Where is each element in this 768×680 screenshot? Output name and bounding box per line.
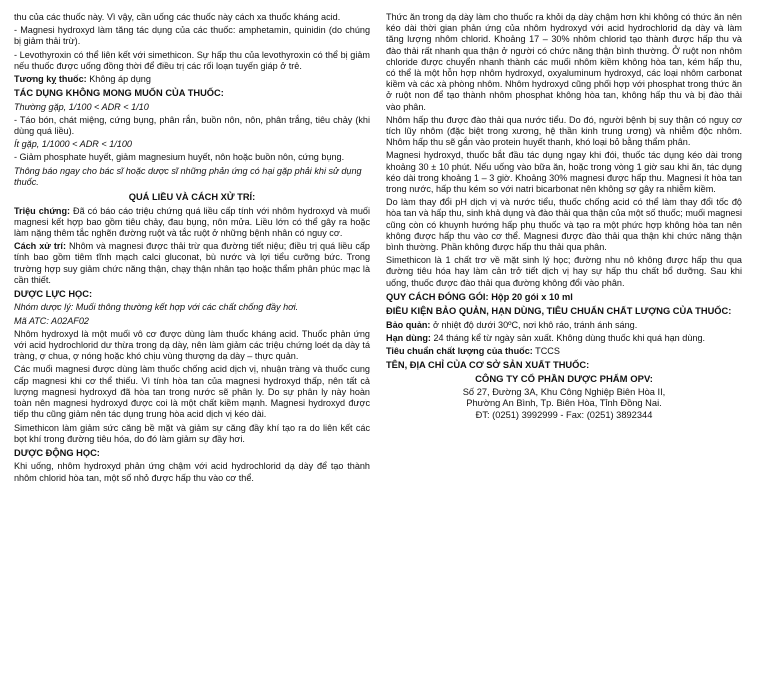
drug-incompatibility-value: Không áp dụng: [86, 74, 151, 85]
storage-line: [386, 320, 742, 331]
section-heading-overdose: QUÁ LIỀU VÀ CÁCH XỬ TRÍ:: [128, 192, 256, 203]
overdose-management: [14, 241, 370, 286]
bullet-item: - Magnesi hydroxyd làm tăng tác dụng của các thuốc: amphetamin, quinidin (do chúng bị giảm thải trừ).: [14, 25, 370, 47]
overdose-symptoms-value: Đã có báo cáo triệu chứng quá liều cấp tính với nhôm hydroxyd và muối magnesi kết hợp bao gồm tiêu chảy, đau bụng, nôn mửa. Liều lớn có thể gây ra hoặc làm nặng thêm tắc nghẽn đường ruột và tắc ruột ở những bệnh nhân có nguy cơ.: [14, 205, 371, 239]
manufacturer-address-line-1: Số 27, Đường 3A, Khu Công Nghiệp Biên Hòa II,: [462, 386, 666, 397]
manufacturer-name: CÔNG TY CỔ PHẦN DƯỢC PHẨM OPV:: [475, 373, 653, 385]
quality-standard-value: TCCS: [532, 346, 560, 357]
paragraph: thu của các thuốc này. Vì vậy, cần uống các thuốc này cách xa thuốc kháng acid.: [14, 12, 341, 22]
expiry-line: [386, 333, 742, 344]
paragraph: Các muối magnesi được dùng làm thuốc chống acid dịch vị, nhuận tràng và thuốc cung cấp magnesi khi cơ thể thiếu. Vì tính hòa tan của magnesi hydroxyd thấp, nên tất cả lượng magnesi hydroxyd đã hòa tan trong nước sẽ phân ly. Do sự phân ly này hoàn toàn nên magnesi hydroxyd được coi là một chất kiềm mạnh. Magnesi hydroxyd được tiếp thu cũng giảm nên tác dụng trung hòa acid dịch vị kéo dài.: [14, 364, 370, 420]
overdose-management-label: Cách xử trí:: [14, 241, 66, 252]
paragraph: Khi uống, nhôm hydroxyd phản ứng chậm với acid hydrochlorid dạ dày để tạo thành nhôm chlorid hòa tan, một số nhỏ được hấp thu vào cơ thể.: [14, 461, 370, 483]
paragraph: Thức ăn trong dạ dày làm cho thuốc ra khỏi dạ dày chậm hơn khi không có thức ăn nên kéo dài thời gian phản ứng của nhôm hydroxyd với acid hydrochlorid dạ dày và làm tăng lượng nhôm chlorid. Khoảng 17 – 30% nhôm chlorid tạo thành được hấp thu và đào thải rất nhanh qua thận ở người có chức năng thận bình thường. Ở ruột non nhôm chloride được chuyển nhanh thành các muối nhôm kiềm không hòa tan, kém hấp thu, có thể là một hỗn hợp nhôm hydroxyd, oxyaluminum hydroxyd, các loại nhôm carbonat kiềm và các xà phòng nhôm. Nhôm hydroxyd cũng phối hợp với phosphat trong thức ăn ở ruột non để tạo thành nhôm phosphat không hòa tan, không hấp thu và bị đào thải vào phân.: [386, 12, 742, 112]
drug-incompatibility-label: Tương kỵ thuốc:: [14, 74, 87, 85]
frequency-uncommon-label: Ít gặp, 1/1000 < ADR < 1/100: [14, 139, 132, 150]
section-heading-storage-expiry-quality: ĐIỀU KIỆN BẢO QUẢN, HẠN DÙNG, TIÊU CHUẨN CHẤT LƯỢNG CỦA THUỐC:: [386, 306, 732, 317]
paragraph: Nhôm hấp thu được đào thải qua nước tiểu. Do đó, người bệnh bị suy thận có nguy cơ tích lũy nhôm (đặc biệt trong xương, hệ thần kinh trung ương) và nhiễm độc nhôm. Nhôm hấp thu sẽ gắn vào protein huyết thanh, khó loại bỏ bằng thẩm phân.: [386, 114, 742, 148]
bullet-item: - Levothyroxin có thể liên kết với simethicon. Sự hấp thu của levothyroxin có thể bị giảm nếu thuốc được uống đồng thời để điều trị các rối loạn tuyến giáp ở trẻ.: [14, 49, 370, 71]
section-heading-packaging: QUY CÁCH ĐÓNG GÓI: Hộp 20 gói x 10 ml: [386, 291, 573, 302]
paragraph: Simethicon là 1 chất trơ về mặt sinh lý học; đường nhu nô không được hấp thu qua đường tiêu hóa hay làm cản trở tiết dịch vị hay sự hấp thu chất bổ dưỡng. Sau khi uống, thuốc được đào thải qua đường không đổi vào phân.: [386, 255, 742, 288]
paragraph: Magnesi hydroxyd, thuốc bắt đầu tác dụng ngay khi đói, thuốc tác dụng kéo dài trong khoảng 30 ± 10 phút. Nếu uống vào bữa ăn, hoặc trong vòng 1 giờ sau khi ăn, tác dụng kéo dài trong khoảng 1 – 3 giờ. Khoảng 30% magnesi được hấp thu. Magnesi ít hòa tan trong nước, hấp thu kém so với natri bicarbonat nên không sợ gây ra nhiễm kiềm.: [386, 150, 742, 195]
expiry-label: Hạn dùng:: [386, 332, 431, 343]
two-column-layout: [14, 12, 754, 672]
section-heading-adverse-effects: TÁC DỤNG KHÔNG MONG MUỐN CỦA THUỐC:: [14, 88, 224, 99]
atc-code: Mã ATC: A02AF02: [14, 315, 89, 326]
drug-incompatibility-line: [14, 74, 370, 85]
bullet-item: - Giảm phosphate huyết, giảm magnesium huyết, nôn hoặc buồn nôn, cứng bụng.: [14, 152, 345, 163]
storage-label: Bảo quản:: [386, 319, 431, 330]
paragraph: Nhôm hydroxyd là một muối vô cơ được dùng làm thuốc kháng acid. Thuốc phản ứng với acid hydrochlorid dư thừa trong dạ dày, nên làm giảm các triệu chứng loét dạ dày tá tràng, ợ chua, ợ nóng hoặc khó chịu vùng thượng dạ dày – thực quản.: [14, 328, 370, 362]
storage-value: ở nhiệt độ dưới 30ºC, nơi khô ráo, tránh ánh sáng.: [430, 319, 638, 330]
right-column: [386, 12, 742, 672]
manufacturer-address-line-2: Phường An Bình, Tp. Biên Hòa, Tỉnh Đồng Nai.: [466, 398, 662, 409]
bullet-item: - Táo bón, chát miệng, cứng bụng, phân rắn, buồn nôn, nôn, phân trắng, tiêu chảy (khi dùng quá liều).: [14, 114, 370, 137]
left-column: [14, 12, 370, 672]
section-heading-pharmacodynamics: DƯỢC LỰC HỌC:: [14, 289, 93, 300]
manufacturer-contact: ĐT: (0251) 3992999 - Fax: (0251) 3892344: [475, 409, 653, 420]
adr-reporting-note: Thông báo ngay cho bác sĩ hoặc dược sĩ những phản ứng có hại gặp phải khi sử dụng thuốc.: [14, 165, 362, 187]
quality-standard-label: Tiêu chuẩn chất lượng của thuốc:: [386, 346, 533, 357]
overdose-symptoms: [14, 206, 370, 240]
section-heading-pharmacokinetics: DƯỢC ĐỘNG HỌC:: [14, 447, 100, 458]
overdose-symptoms-label: Triệu chứng:: [14, 205, 71, 216]
expiry-value: 24 tháng kể từ ngày sản xuất. Không dùng thuốc khi quá hạn dùng.: [430, 332, 706, 343]
overdose-management-value: Nhôm và magnesi được thải trừ qua đường tiết niệu; điều trị quá liều cấp tính bao gồm tiêm tĩnh mạch calci gluconat, bù nước và lợi tiểu cưỡng bức. Trong trường hợp suy giảm chức năng thận, chạy thận nhân tạo hoặc thẩm phân phúc mạc là cần thiết.: [14, 241, 370, 285]
frequency-common-label: Thường gặp, 1/100 < ADR < 1/10: [14, 101, 149, 112]
quality-standard-line: [386, 346, 742, 357]
paragraph: Do làm thay đổi pH dịch vị và nước tiểu, thuốc chống acid có thể làm thay đổi tốc độ hòa tan và hấp thu, sinh khả dụng và đào thải qua thận của một số thuốc; muối magnesi cũng còn có khuynh hướng hấp phụ thuốc và tạo ra một phức hợp không hòa tan nên không được hấp thu vào cơ thể. Magnesi được đào thải qua thận khi chức năng thận bình thường. Phần không được hấp thu thải qua phân.: [386, 197, 742, 253]
pharmacologic-group: Nhóm dược lý: Muối thông thường kết hợp với các chất chống đầy hơi.: [14, 302, 299, 313]
paragraph: Simethicon làm giảm sức căng bề mặt và giảm sự căng đầy khí tạo ra do liên kết các bọt khí trong đường tiêu hóa, do đó làm giảm sự đầy hơi.: [14, 422, 370, 444]
section-heading-manufacturer: TÊN, ĐỊA CHỈ CỦA CƠ SỞ SẢN XUẤT THUỐC:: [386, 360, 590, 371]
